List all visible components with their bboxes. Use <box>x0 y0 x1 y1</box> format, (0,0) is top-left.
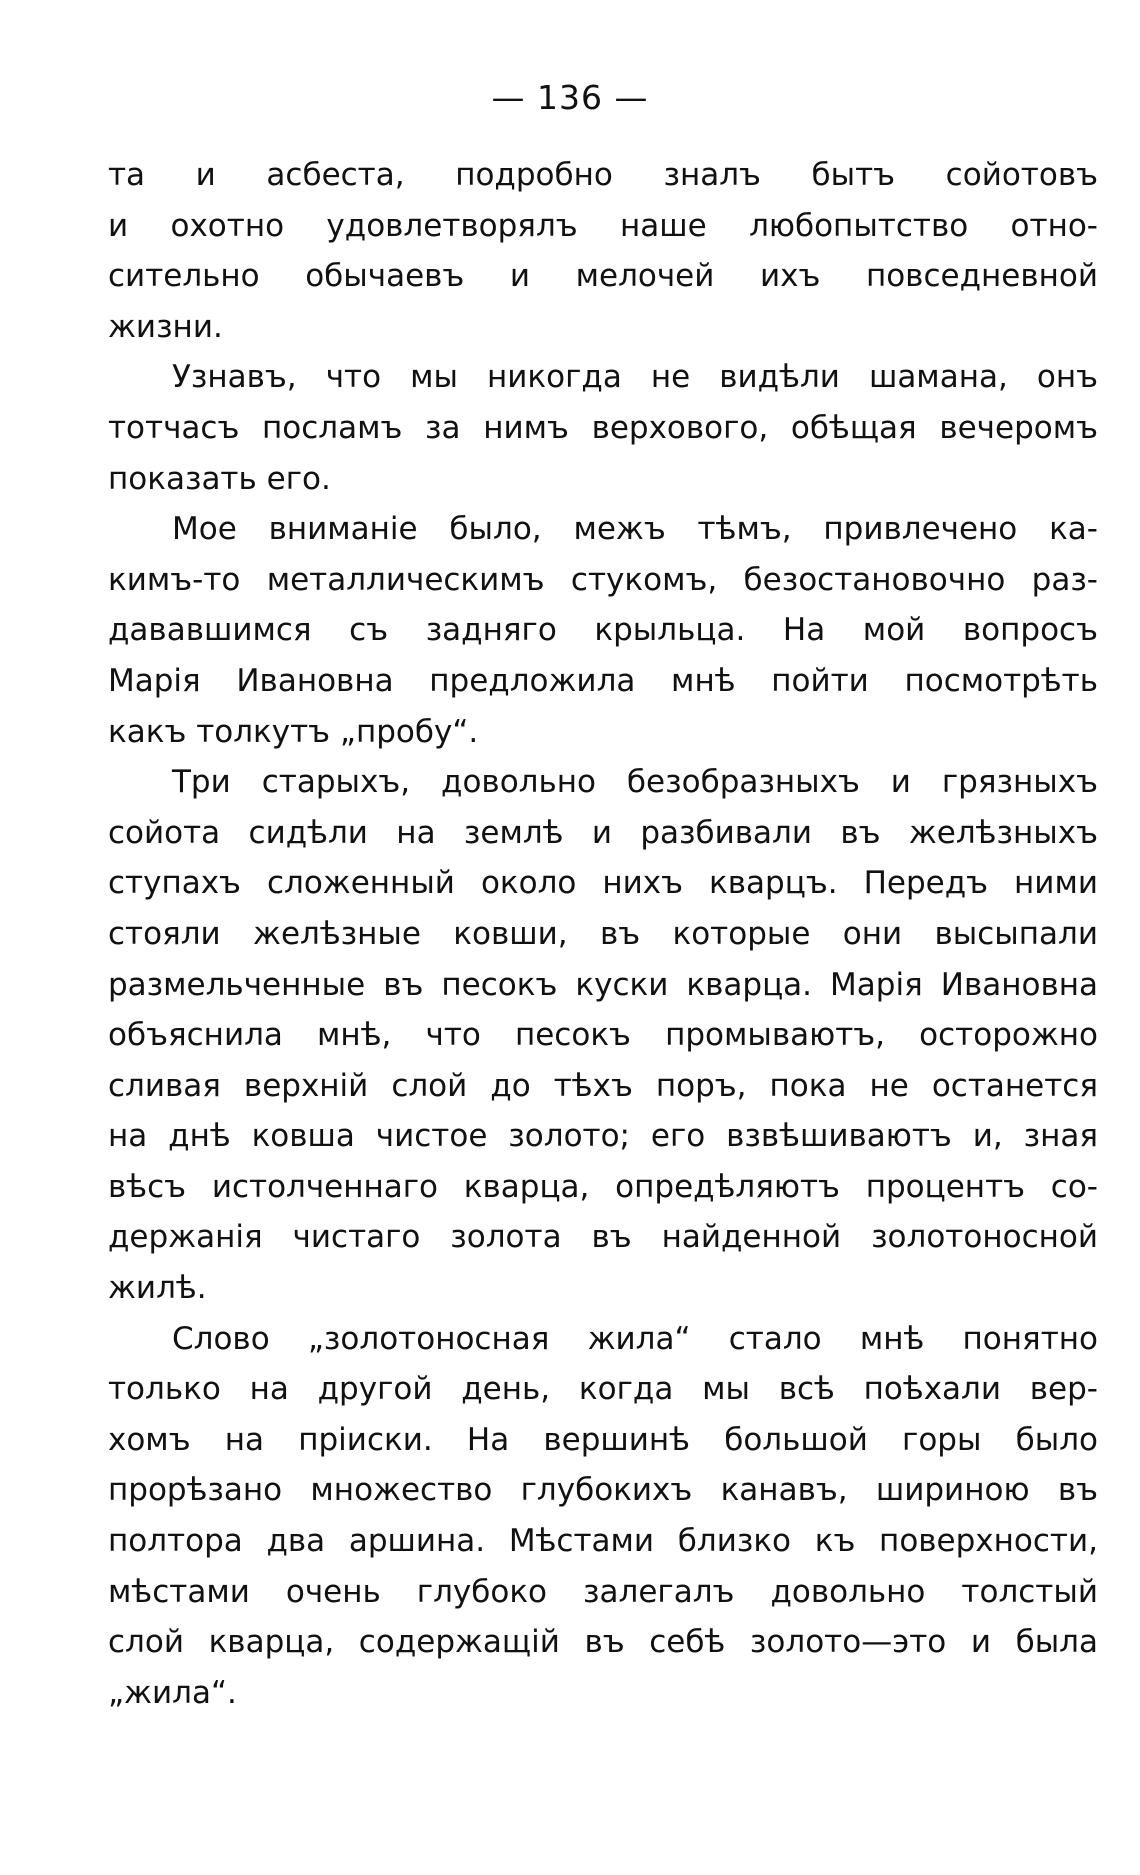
text-line: и охотно удовлетворялъ наше любопытство отно- <box>108 207 1098 244</box>
text-line: Слово „золотоносная жила“ стало мнѣ понятно <box>172 1320 1098 1357</box>
text-line: слой кварца, содержащій въ себѣ золото—это и была <box>108 1624 1098 1661</box>
text-line: размельченные въ песокъ куски кварца. Марія Ивановна <box>108 966 1098 1003</box>
text-line: на днѣ ковша чистое золото; его взвѣшиваютъ и, зная <box>108 1118 1098 1155</box>
page-number: — 136 — <box>491 78 649 117</box>
text-line: Марія Ивановна предложила мнѣ пойти посмотрѣть <box>108 662 1098 699</box>
text-line: мѣстами очень глубоко залегалъ довольно толстый <box>108 1573 1098 1610</box>
paragraph <box>108 1314 1098 1719</box>
text-line: Мое вниманіе было, межъ тѣмъ, привлечено ка- <box>172 511 1098 548</box>
text-line: ступахъ сложенный около нихъ кварцъ. Передъ ними <box>108 865 1098 902</box>
text-line: показать его. <box>108 460 331 497</box>
text-line: сойота сидѣли на землѣ и разбивали въ желѣзныхъ <box>108 814 1098 851</box>
text-line: полтора два аршина. Мѣстами близко къ поверхности, <box>108 1523 1098 1560</box>
paragraph <box>108 150 1098 352</box>
text-line: хомъ на пріиски. На вершинѣ большой горы было <box>108 1421 1098 1458</box>
text-line: сительно обычаевъ и мелочей ихъ повседневной <box>108 258 1098 295</box>
text-line: объяснила мнѣ, что песокъ промываютъ, осторожно <box>108 1017 1098 1054</box>
text-line: Три старыхъ, довольно безобразныхъ и грязныхъ <box>172 764 1098 801</box>
text-line: вѣсъ истолченнаго кварца, опредѣляютъ процентъ со- <box>108 1168 1098 1205</box>
text-line: кимъ-то металлическимъ стукомъ, безостановочно раз- <box>108 561 1098 598</box>
paragraph <box>108 757 1098 1314</box>
text-line: стояли желѣзные ковши, въ которые они высыпали <box>108 915 1098 952</box>
body-text <box>108 150 1098 1718</box>
text-line: жилѣ. <box>108 1270 207 1307</box>
text-line: та и асбеста, подробно зналъ бытъ сойотовъ <box>108 157 1098 193</box>
text-line: держанія чистаго золота въ найденной золотоносной <box>108 1219 1098 1256</box>
text-line: сливая верхній слой до тѣхъ поръ, пока не останется <box>108 1067 1098 1104</box>
paragraph <box>108 504 1098 757</box>
text-line: только на другой день, когда мы всѣ поѣхали вер- <box>108 1371 1098 1408</box>
paragraph <box>108 352 1098 504</box>
text-line: Узнавъ, что мы никогда не видѣли шамана, онъ <box>172 359 1098 396</box>
text-line: тотчасъ посламъ за нимъ верхового, обѣщая вечеромъ <box>108 409 1098 446</box>
text-line: жизни. <box>108 308 223 345</box>
text-line: „жила“. <box>108 1674 237 1711</box>
text-line: дававшимся съ задняго крыльца. На мой вопросъ <box>108 612 1098 649</box>
text-line: прорѣзано множество глубокихъ канавъ, шириною въ <box>108 1472 1098 1509</box>
text-line: какъ толкутъ „пробу“. <box>108 713 479 750</box>
